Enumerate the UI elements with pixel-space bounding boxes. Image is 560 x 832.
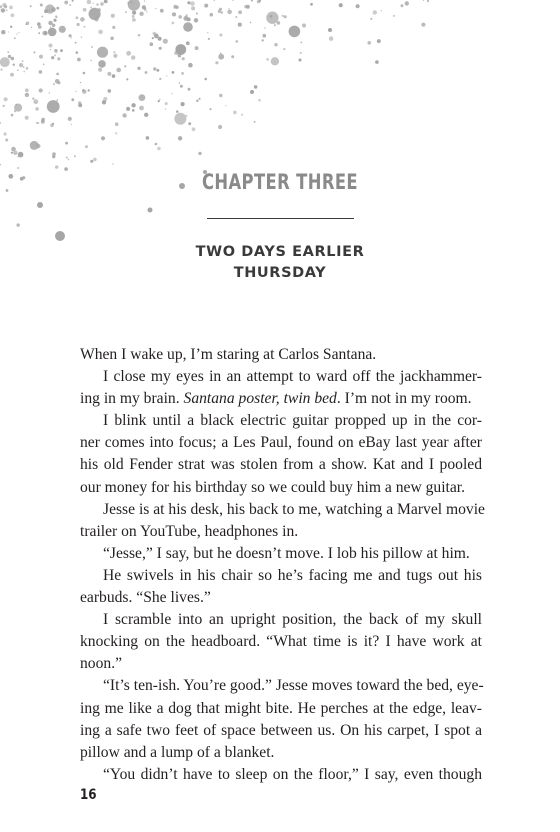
- page-number: 16: [80, 787, 97, 803]
- body-line: “Jesse,” I say, but he doesn’t move. I lob his pillow at him.: [103, 544, 470, 562]
- chapter-divider: [207, 218, 354, 219]
- body-line: his old Fender strat was stolen from a show. Kat and I pooled: [80, 456, 482, 474]
- chapter-subtitle-line1: TWO DAYS EARLIER: [195, 244, 365, 260]
- body-line: I close my eyes in an attempt to ward off the jackhammer-: [103, 368, 482, 386]
- body-line: “You didn’t have to sleep on the floor,” I say, even though: [103, 765, 482, 783]
- body-line: I blink until a black electric guitar propped up in the cor-: [103, 412, 482, 430]
- body-line: ner comes into focus; a Les Paul, found on eBay last year after: [80, 434, 482, 452]
- body-line: ing me like a dog that might bite. He perches at the edge, leav-: [80, 699, 482, 717]
- body-line: When I wake up, I’m staring at Carlos Santana.: [80, 346, 377, 363]
- body-line: our money for his birthday so we could buy him a new guitar.: [80, 478, 466, 496]
- body-line: noon.”: [80, 655, 123, 673]
- body-line: knocking on the headboard. “What time is it? I have work at: [80, 633, 482, 651]
- body-line: Jesse is at his desk, his back to me, watching a Marvel movie: [103, 500, 485, 518]
- body-line: earbuds. “She lives.”: [80, 589, 211, 607]
- ink-splatter-decoration: [0, 0, 560, 260]
- body-text: [80, 344, 485, 786]
- body-line: I scramble into an upright position, the back of my skull: [103, 611, 482, 629]
- chapter-title: CHAPTER THREE: [201, 170, 359, 194]
- body-line: ing in my brain. Santana poster, twin bed. I’m not in my room.: [80, 390, 472, 408]
- body-line: trailer on YouTube, headphones in.: [80, 522, 299, 540]
- body-line: ing a safe two feet of space between us. On his carpet, I spot a: [80, 721, 482, 739]
- chapter-subtitle-line2: THURSDAY: [233, 265, 327, 281]
- body-line: “It’s ten-ish. You’re good.” Jesse moves toward the bed, eye-: [103, 677, 484, 695]
- body-line: pillow and a lump of a blanket.: [80, 743, 275, 761]
- body-line: He swivels in his chair so he’s facing me and tugs out his: [103, 566, 482, 584]
